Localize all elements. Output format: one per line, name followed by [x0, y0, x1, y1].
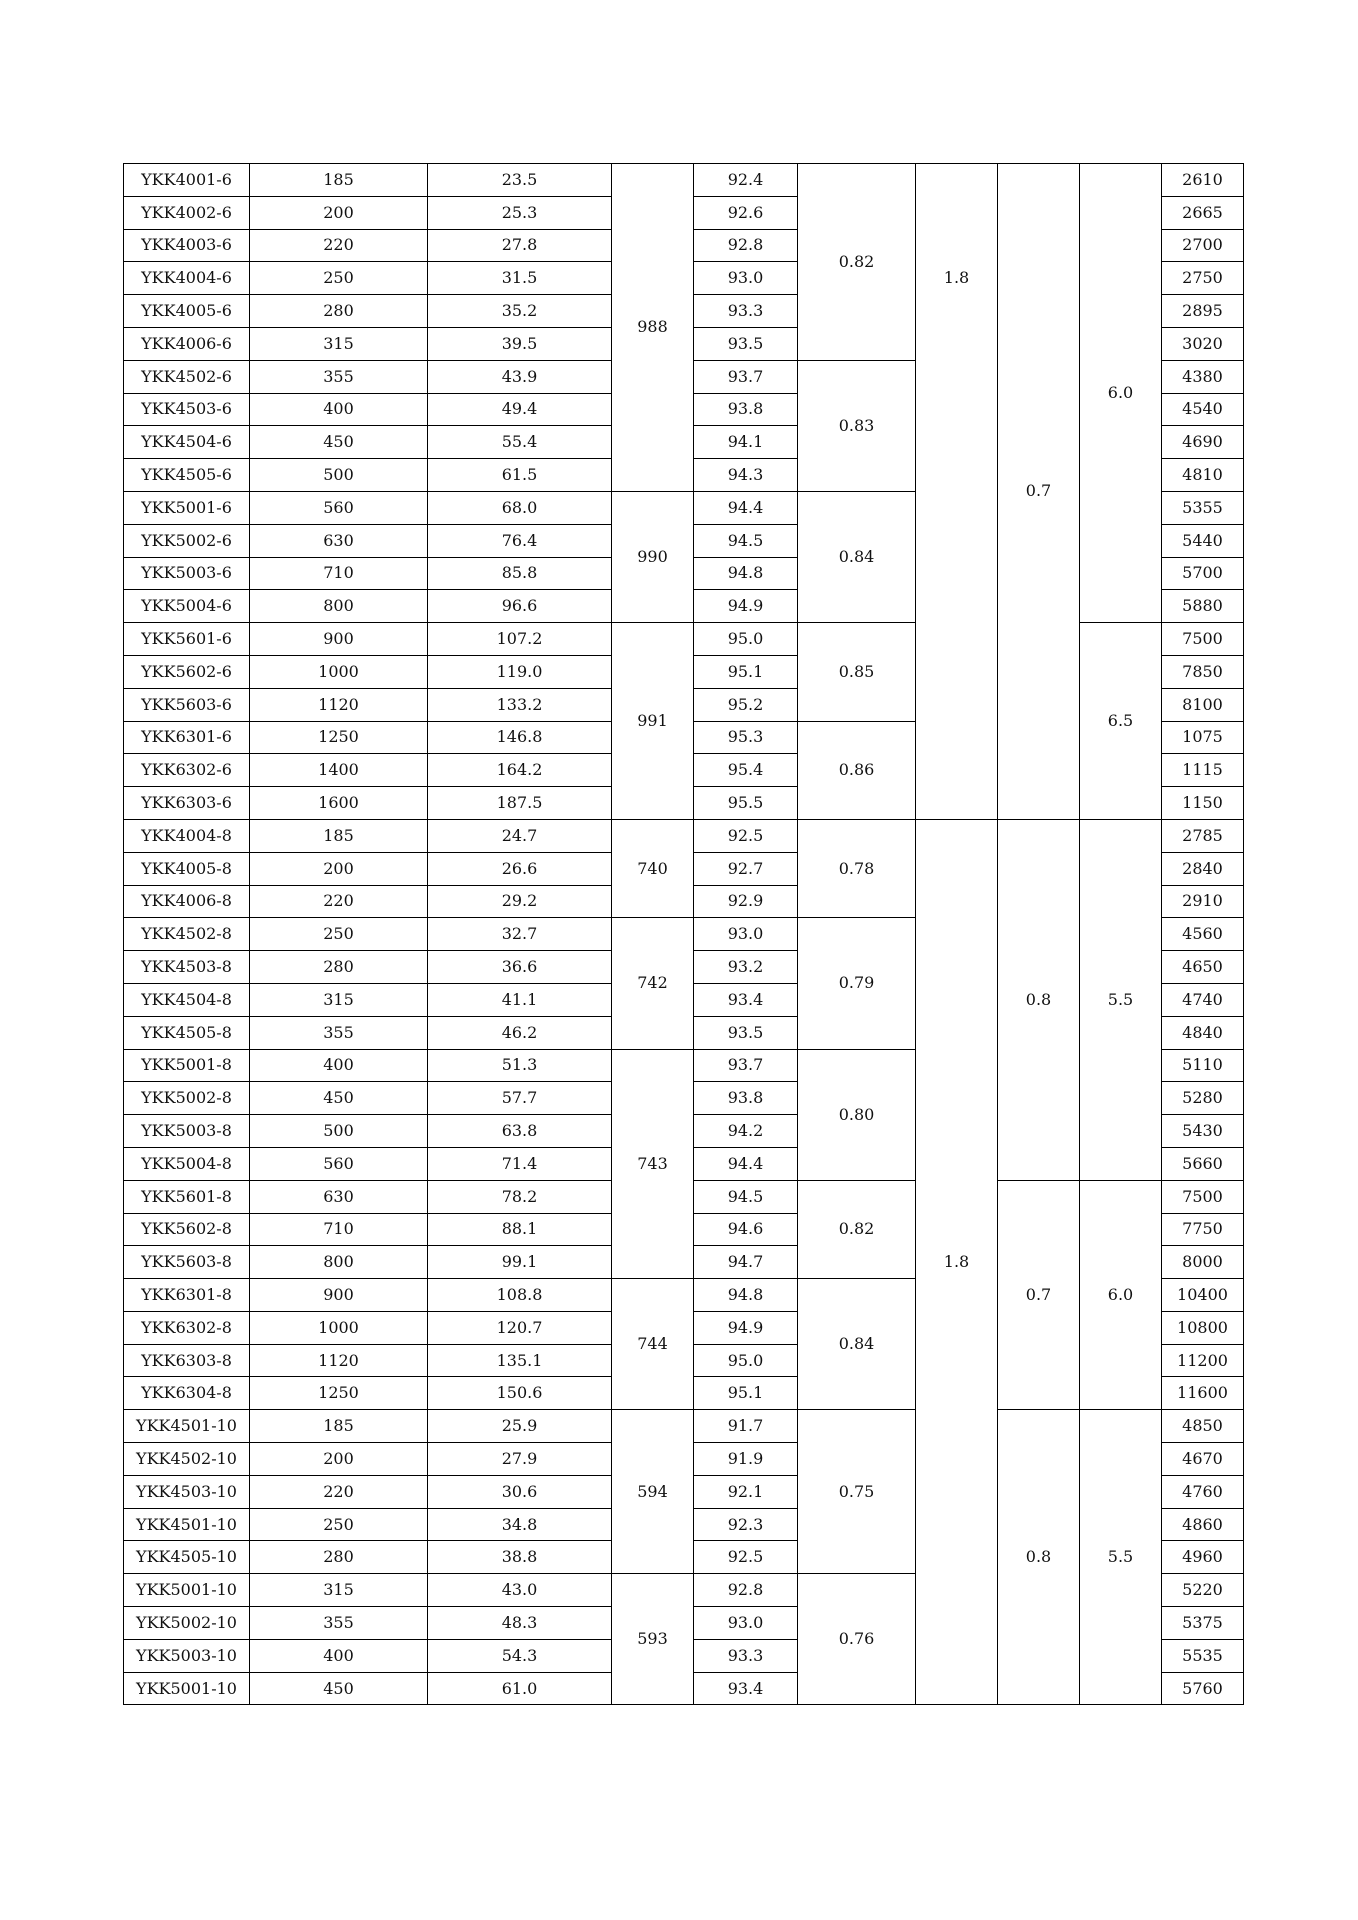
power-cell: 280 — [250, 295, 428, 328]
max-torque-cell: 6.0 — [1080, 164, 1162, 623]
weight-cell: 5660 — [1162, 1147, 1244, 1180]
speed-cell: 740 — [612, 819, 694, 917]
power-cell: 1250 — [250, 1377, 428, 1410]
weight-cell: 5760 — [1162, 1672, 1244, 1705]
power-cell: 355 — [250, 1016, 428, 1049]
power-cell: 1000 — [250, 655, 428, 688]
efficiency-cell: 93.3 — [694, 295, 798, 328]
power-cell: 250 — [250, 918, 428, 951]
model-cell: YKK5603-6 — [124, 688, 250, 721]
weight-cell: 5280 — [1162, 1082, 1244, 1115]
current-cell: 27.8 — [428, 229, 612, 262]
efficiency-cell: 95.3 — [694, 721, 798, 754]
model-cell: YKK5603-8 — [124, 1246, 250, 1279]
current-cell: 120.7 — [428, 1311, 612, 1344]
weight-cell: 10800 — [1162, 1311, 1244, 1344]
model-cell: YKK4004-6 — [124, 262, 250, 295]
efficiency-cell: 94.9 — [694, 590, 798, 623]
current-cell: 88.1 — [428, 1213, 612, 1246]
motor-spec-table — [123, 163, 1244, 1705]
model-cell: YKK5001-10 — [124, 1672, 250, 1705]
model-cell: YKK5003-6 — [124, 557, 250, 590]
efficiency-cell: 92.5 — [694, 1541, 798, 1574]
weight-cell: 5700 — [1162, 557, 1244, 590]
current-cell: 41.1 — [428, 983, 612, 1016]
efficiency-cell: 93.5 — [694, 327, 798, 360]
weight-cell: 4670 — [1162, 1443, 1244, 1476]
model-cell: YKK4001-6 — [124, 164, 250, 197]
efficiency-cell: 94.5 — [694, 1180, 798, 1213]
power-factor-cell: 0.84 — [798, 491, 916, 622]
efficiency-cell: 93.0 — [694, 262, 798, 295]
current-cell: 31.5 — [428, 262, 612, 295]
current-cell: 55.4 — [428, 426, 612, 459]
efficiency-cell: 92.4 — [694, 164, 798, 197]
current-cell: 43.0 — [428, 1574, 612, 1607]
power-cell: 450 — [250, 1672, 428, 1705]
current-cell: 27.9 — [428, 1443, 612, 1476]
model-cell: YKK5003-10 — [124, 1639, 250, 1672]
power-cell: 250 — [250, 262, 428, 295]
power-factor-cell: 0.76 — [798, 1574, 916, 1705]
weight-cell: 2840 — [1162, 852, 1244, 885]
model-cell: YKK4505-8 — [124, 1016, 250, 1049]
power-cell: 1120 — [250, 688, 428, 721]
current-cell: 61.0 — [428, 1672, 612, 1705]
efficiency-cell: 91.7 — [694, 1410, 798, 1443]
current-cell: 39.5 — [428, 327, 612, 360]
torque-ratio-cell: 1.8 — [916, 164, 998, 820]
torque-ratio-cell: 1.8 — [916, 819, 998, 1705]
efficiency-cell: 94.4 — [694, 491, 798, 524]
current-cell: 96.6 — [428, 590, 612, 623]
power-cell: 220 — [250, 885, 428, 918]
power-cell: 1000 — [250, 1311, 428, 1344]
efficiency-cell: 92.3 — [694, 1508, 798, 1541]
power-cell: 1120 — [250, 1344, 428, 1377]
current-cell: 34.8 — [428, 1508, 612, 1541]
power-factor-cell: 0.82 — [798, 164, 916, 361]
current-cell: 146.8 — [428, 721, 612, 754]
weight-cell: 2910 — [1162, 885, 1244, 918]
efficiency-cell: 92.9 — [694, 885, 798, 918]
model-cell: YKK4502-6 — [124, 360, 250, 393]
weight-cell: 3020 — [1162, 327, 1244, 360]
efficiency-cell: 92.6 — [694, 196, 798, 229]
power-cell: 315 — [250, 327, 428, 360]
model-cell: YKK4503-8 — [124, 951, 250, 984]
current-cell: 85.8 — [428, 557, 612, 590]
current-cell: 29.2 — [428, 885, 612, 918]
power-cell: 900 — [250, 1279, 428, 1312]
efficiency-cell: 94.4 — [694, 1147, 798, 1180]
weight-cell: 2610 — [1162, 164, 1244, 197]
model-cell: YKK5001-6 — [124, 491, 250, 524]
efficiency-cell: 95.1 — [694, 655, 798, 688]
current-cell: 119.0 — [428, 655, 612, 688]
speed-cell: 742 — [612, 918, 694, 1049]
current-cell: 54.3 — [428, 1639, 612, 1672]
efficiency-cell: 92.1 — [694, 1475, 798, 1508]
current-cell: 108.8 — [428, 1279, 612, 1312]
efficiency-cell: 92.5 — [694, 819, 798, 852]
power-cell: 355 — [250, 1607, 428, 1640]
weight-cell: 2665 — [1162, 196, 1244, 229]
power-cell: 630 — [250, 1180, 428, 1213]
power-cell: 1600 — [250, 787, 428, 820]
efficiency-cell: 94.2 — [694, 1115, 798, 1148]
power-cell: 1250 — [250, 721, 428, 754]
efficiency-cell: 92.8 — [694, 229, 798, 262]
current-cell: 71.4 — [428, 1147, 612, 1180]
model-cell: YKK6303-8 — [124, 1344, 250, 1377]
efficiency-cell: 93.3 — [694, 1639, 798, 1672]
weight-cell: 4810 — [1162, 459, 1244, 492]
weight-cell: 7850 — [1162, 655, 1244, 688]
weight-cell: 11600 — [1162, 1377, 1244, 1410]
weight-cell: 8000 — [1162, 1246, 1244, 1279]
model-cell: YKK4504-6 — [124, 426, 250, 459]
current-cell: 46.2 — [428, 1016, 612, 1049]
power-cell: 400 — [250, 1049, 428, 1082]
current-ratio-cell: 0.7 — [998, 1180, 1080, 1410]
model-cell: YKK4503-10 — [124, 1475, 250, 1508]
model-cell: YKK6304-8 — [124, 1377, 250, 1410]
efficiency-cell: 95.5 — [694, 787, 798, 820]
efficiency-cell: 93.0 — [694, 1607, 798, 1640]
model-cell: YKK4503-6 — [124, 393, 250, 426]
current-cell: 133.2 — [428, 688, 612, 721]
weight-cell: 7500 — [1162, 623, 1244, 656]
current-ratio-cell: 0.8 — [998, 1410, 1080, 1705]
efficiency-cell: 93.7 — [694, 360, 798, 393]
efficiency-cell: 94.8 — [694, 1279, 798, 1312]
power-cell: 560 — [250, 1147, 428, 1180]
power-factor-cell: 0.75 — [798, 1410, 916, 1574]
power-cell: 200 — [250, 196, 428, 229]
efficiency-cell: 94.1 — [694, 426, 798, 459]
current-cell: 51.3 — [428, 1049, 612, 1082]
efficiency-cell: 95.1 — [694, 1377, 798, 1410]
power-cell: 400 — [250, 1639, 428, 1672]
current-cell: 68.0 — [428, 491, 612, 524]
power-factor-cell: 0.84 — [798, 1279, 916, 1410]
current-cell: 150.6 — [428, 1377, 612, 1410]
model-cell: YKK6301-6 — [124, 721, 250, 754]
efficiency-cell: 94.5 — [694, 524, 798, 557]
weight-cell: 5375 — [1162, 1607, 1244, 1640]
efficiency-cell: 93.7 — [694, 1049, 798, 1082]
current-cell: 25.9 — [428, 1410, 612, 1443]
weight-cell: 7500 — [1162, 1180, 1244, 1213]
power-factor-cell: 0.82 — [798, 1180, 916, 1278]
speed-cell: 744 — [612, 1279, 694, 1410]
max-torque-cell: 5.5 — [1080, 819, 1162, 1180]
model-cell: YKK6302-6 — [124, 754, 250, 787]
power-cell: 355 — [250, 360, 428, 393]
model-cell: YKK4006-8 — [124, 885, 250, 918]
weight-cell: 4690 — [1162, 426, 1244, 459]
power-cell: 630 — [250, 524, 428, 557]
efficiency-cell: 93.8 — [694, 393, 798, 426]
current-cell: 76.4 — [428, 524, 612, 557]
speed-cell: 743 — [612, 1049, 694, 1279]
power-cell: 315 — [250, 983, 428, 1016]
model-cell: YKK5004-6 — [124, 590, 250, 623]
current-cell: 26.6 — [428, 852, 612, 885]
weight-cell: 4560 — [1162, 918, 1244, 951]
efficiency-cell: 91.9 — [694, 1443, 798, 1476]
weight-cell: 4650 — [1162, 951, 1244, 984]
power-cell: 500 — [250, 459, 428, 492]
efficiency-cell: 95.2 — [694, 688, 798, 721]
efficiency-cell: 92.8 — [694, 1574, 798, 1607]
power-cell: 200 — [250, 1443, 428, 1476]
current-cell: 49.4 — [428, 393, 612, 426]
efficiency-cell: 94.7 — [694, 1246, 798, 1279]
table-body — [124, 164, 1244, 1705]
weight-cell: 5110 — [1162, 1049, 1244, 1082]
current-cell: 135.1 — [428, 1344, 612, 1377]
model-cell: YKK5002-10 — [124, 1607, 250, 1640]
efficiency-cell: 95.0 — [694, 1344, 798, 1377]
model-cell: YKK5001-8 — [124, 1049, 250, 1082]
model-cell: YKK4006-6 — [124, 327, 250, 360]
weight-cell: 4760 — [1162, 1475, 1244, 1508]
model-cell: YKK5602-8 — [124, 1213, 250, 1246]
power-factor-cell: 0.85 — [798, 623, 916, 721]
power-cell: 1400 — [250, 754, 428, 787]
table-row — [124, 1410, 1244, 1443]
speed-cell: 990 — [612, 491, 694, 622]
current-cell: 30.6 — [428, 1475, 612, 1508]
power-cell: 200 — [250, 852, 428, 885]
current-cell: 25.3 — [428, 196, 612, 229]
power-cell: 185 — [250, 164, 428, 197]
power-factor-cell: 0.78 — [798, 819, 916, 917]
current-cell: 36.6 — [428, 951, 612, 984]
model-cell: YKK6302-8 — [124, 1311, 250, 1344]
weight-cell: 4740 — [1162, 983, 1244, 1016]
current-cell: 38.8 — [428, 1541, 612, 1574]
model-cell: YKK4505-10 — [124, 1541, 250, 1574]
efficiency-cell: 92.7 — [694, 852, 798, 885]
current-cell: 63.8 — [428, 1115, 612, 1148]
power-cell: 900 — [250, 623, 428, 656]
efficiency-cell: 93.2 — [694, 951, 798, 984]
current-cell: 164.2 — [428, 754, 612, 787]
current-cell: 57.7 — [428, 1082, 612, 1115]
model-cell: YKK4005-8 — [124, 852, 250, 885]
max-torque-cell: 6.0 — [1080, 1180, 1162, 1410]
efficiency-cell: 94.9 — [694, 1311, 798, 1344]
weight-cell: 10400 — [1162, 1279, 1244, 1312]
model-cell: YKK5601-8 — [124, 1180, 250, 1213]
model-cell: YKK4003-6 — [124, 229, 250, 262]
efficiency-cell: 95.4 — [694, 754, 798, 787]
power-cell: 280 — [250, 951, 428, 984]
power-factor-cell: 0.83 — [798, 360, 916, 491]
current-cell: 23.5 — [428, 164, 612, 197]
weight-cell: 4850 — [1162, 1410, 1244, 1443]
efficiency-cell: 93.5 — [694, 1016, 798, 1049]
weight-cell: 4840 — [1162, 1016, 1244, 1049]
weight-cell: 5440 — [1162, 524, 1244, 557]
model-cell: YKK4502-8 — [124, 918, 250, 951]
current-cell: 107.2 — [428, 623, 612, 656]
efficiency-cell: 93.8 — [694, 1082, 798, 1115]
power-factor-cell: 0.80 — [798, 1049, 916, 1180]
weight-cell: 4960 — [1162, 1541, 1244, 1574]
model-cell: YKK4504-8 — [124, 983, 250, 1016]
weight-cell: 1115 — [1162, 754, 1244, 787]
power-cell: 450 — [250, 1082, 428, 1115]
power-cell: 220 — [250, 1475, 428, 1508]
weight-cell: 4540 — [1162, 393, 1244, 426]
efficiency-cell: 93.0 — [694, 918, 798, 951]
model-cell: YKK6301-8 — [124, 1279, 250, 1312]
weight-cell: 7750 — [1162, 1213, 1244, 1246]
speed-cell: 988 — [612, 164, 694, 492]
power-cell: 220 — [250, 229, 428, 262]
weight-cell: 1150 — [1162, 787, 1244, 820]
weight-cell: 2700 — [1162, 229, 1244, 262]
max-torque-cell: 5.5 — [1080, 1410, 1162, 1705]
speed-cell: 593 — [612, 1574, 694, 1705]
model-cell: YKK4502-10 — [124, 1443, 250, 1476]
current-cell: 78.2 — [428, 1180, 612, 1213]
weight-cell: 4860 — [1162, 1508, 1244, 1541]
model-cell: YKK4005-6 — [124, 295, 250, 328]
weight-cell: 5430 — [1162, 1115, 1244, 1148]
table-row — [124, 819, 1244, 852]
efficiency-cell: 94.8 — [694, 557, 798, 590]
model-cell: YKK4501-10 — [124, 1508, 250, 1541]
weight-cell: 5220 — [1162, 1574, 1244, 1607]
power-cell: 800 — [250, 590, 428, 623]
weight-cell: 5535 — [1162, 1639, 1244, 1672]
current-cell: 32.7 — [428, 918, 612, 951]
current-cell: 99.1 — [428, 1246, 612, 1279]
weight-cell: 5355 — [1162, 491, 1244, 524]
power-cell: 710 — [250, 557, 428, 590]
weight-cell: 2785 — [1162, 819, 1244, 852]
power-cell: 400 — [250, 393, 428, 426]
power-cell: 250 — [250, 1508, 428, 1541]
model-cell: YKK5002-8 — [124, 1082, 250, 1115]
efficiency-cell: 94.6 — [694, 1213, 798, 1246]
model-cell: YKK5003-8 — [124, 1115, 250, 1148]
power-cell: 280 — [250, 1541, 428, 1574]
power-cell: 185 — [250, 1410, 428, 1443]
model-cell: YKK5001-10 — [124, 1574, 250, 1607]
max-torque-cell: 6.5 — [1080, 623, 1162, 820]
weight-cell: 8100 — [1162, 688, 1244, 721]
weight-cell: 2895 — [1162, 295, 1244, 328]
model-cell: YKK5602-6 — [124, 655, 250, 688]
model-cell: YKK4505-6 — [124, 459, 250, 492]
current-cell: 48.3 — [428, 1607, 612, 1640]
efficiency-cell: 94.3 — [694, 459, 798, 492]
power-cell: 315 — [250, 1574, 428, 1607]
model-cell: YKK4004-8 — [124, 819, 250, 852]
weight-cell: 11200 — [1162, 1344, 1244, 1377]
power-cell: 800 — [250, 1246, 428, 1279]
current-ratio-cell: 0.7 — [998, 164, 1080, 820]
current-cell: 187.5 — [428, 787, 612, 820]
weight-cell: 5880 — [1162, 590, 1244, 623]
power-cell: 560 — [250, 491, 428, 524]
power-factor-cell: 0.86 — [798, 721, 916, 819]
speed-cell: 594 — [612, 1410, 694, 1574]
model-cell: YKK4501-10 — [124, 1410, 250, 1443]
current-cell: 43.9 — [428, 360, 612, 393]
current-cell: 35.2 — [428, 295, 612, 328]
model-cell: YKK6303-6 — [124, 787, 250, 820]
power-cell: 185 — [250, 819, 428, 852]
power-cell: 710 — [250, 1213, 428, 1246]
weight-cell: 4380 — [1162, 360, 1244, 393]
model-cell: YKK5601-6 — [124, 623, 250, 656]
model-cell: YKK4002-6 — [124, 196, 250, 229]
speed-cell: 991 — [612, 623, 694, 820]
weight-cell: 2750 — [1162, 262, 1244, 295]
current-cell: 24.7 — [428, 819, 612, 852]
efficiency-cell: 93.4 — [694, 1672, 798, 1705]
model-cell: YKK5002-6 — [124, 524, 250, 557]
current-cell: 61.5 — [428, 459, 612, 492]
power-cell: 500 — [250, 1115, 428, 1148]
power-cell: 450 — [250, 426, 428, 459]
current-ratio-cell: 0.8 — [998, 819, 1080, 1180]
power-factor-cell: 0.79 — [798, 918, 916, 1049]
efficiency-cell: 95.0 — [694, 623, 798, 656]
weight-cell: 1075 — [1162, 721, 1244, 754]
model-cell: YKK5004-8 — [124, 1147, 250, 1180]
efficiency-cell: 93.4 — [694, 983, 798, 1016]
table-row — [124, 164, 1244, 197]
